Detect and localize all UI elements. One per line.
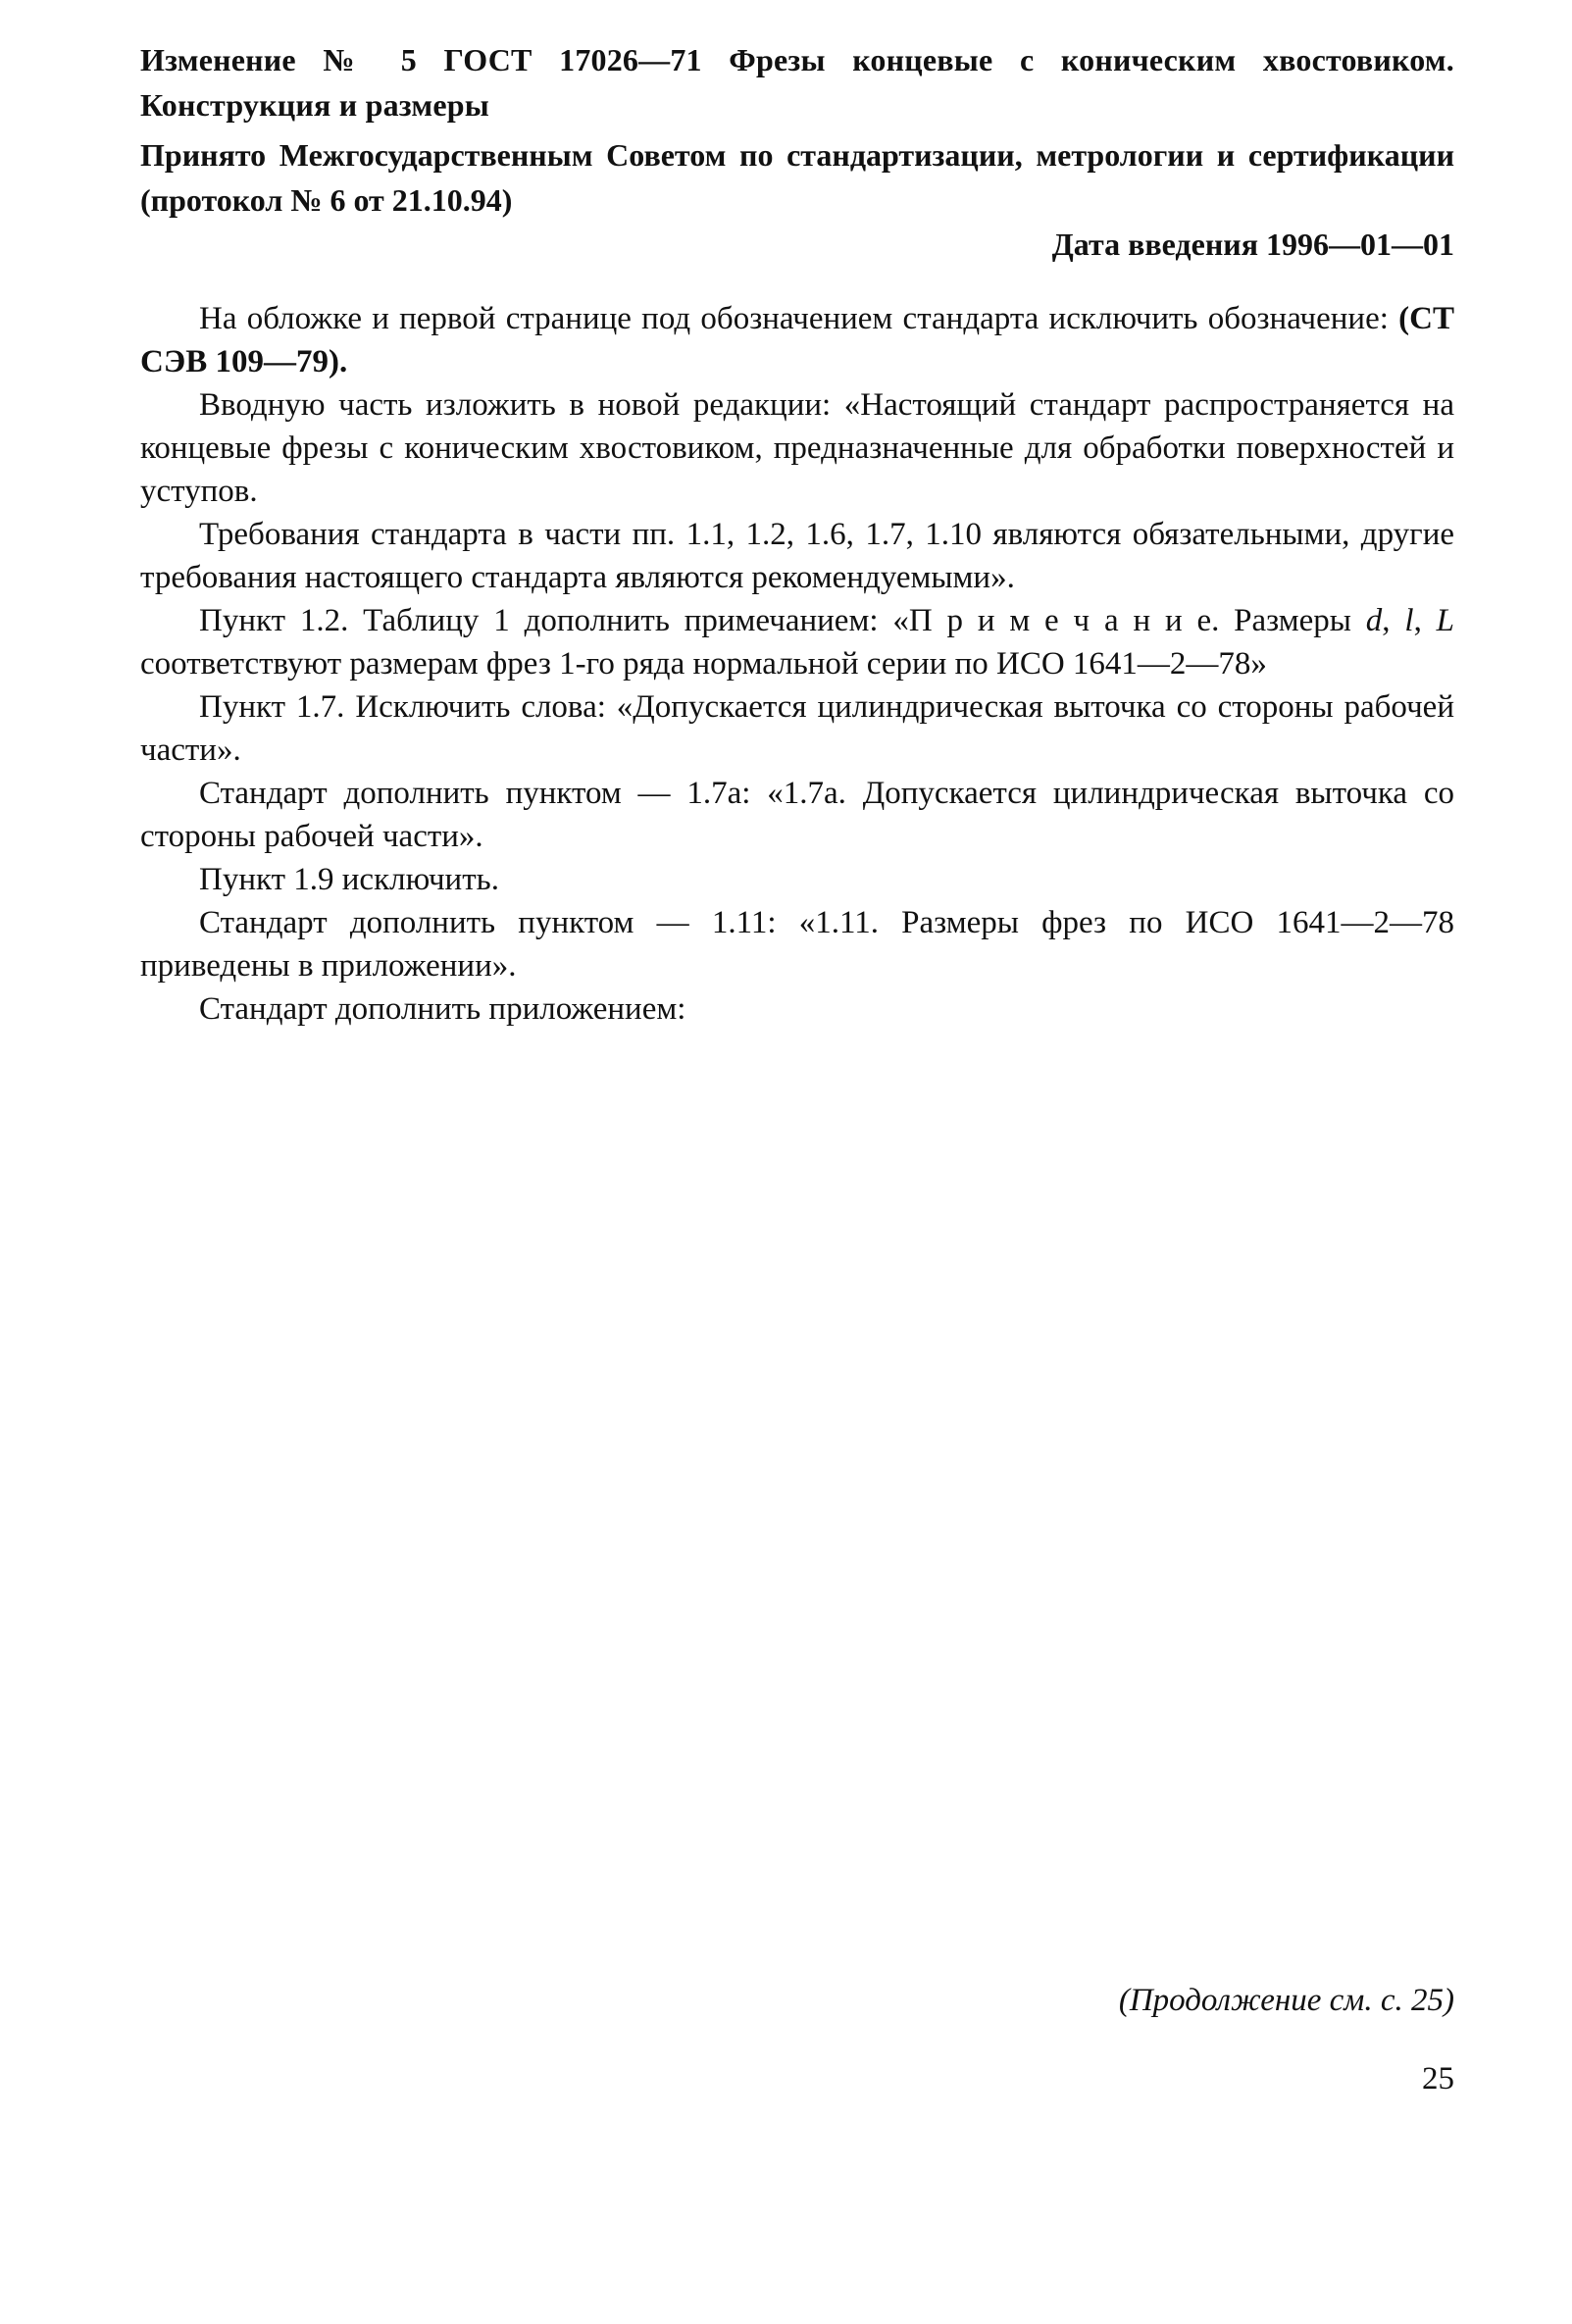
paragraph-text: Пункт 1.2. Таблицу 1 дополнить примечанием: «П р и м е ч а н и е. Размеры [199,603,1366,638]
symbol-l: l [1404,603,1414,638]
paragraph-clause-1-7a: Стандарт дополнить пунктом — 1.7а: «1.7а. Допускается цилиндрическая выточка со стороны рабочей части». [140,776,1454,854]
paragraph-appendix: Стандарт дополнить приложением: [199,991,686,1027]
paragraph-clause-1-7: Пункт 1.7. Исключить слова: «Допускается цилиндрическая выточка со стороны рабочей части». [140,689,1454,768]
symbol-L: L [1436,603,1455,638]
separator: , [1382,603,1405,638]
page-number: 25 [1422,2061,1454,2097]
paragraph-clause-1-11: Стандарт дополнить пунктом — 1.11: «1.11. Размеры фрез по ИСО 1641—2—78 приведены в приложении». [140,905,1454,984]
adoption-statement: Принято Межгосударственным Советом по стандартизации, метрологии и сертификации (протокол № 6 от 21.10.94) [140,137,1454,218]
separator: , [1413,603,1437,638]
paragraph-clause-1-2 [140,599,1454,685]
paragraph-cover-designation [140,297,1454,383]
effective-date: Дата введения 1996—01—01 [1051,227,1454,262]
paragraph-text: На обложке и первой странице под обозначением стандарта исключить обозначение: [199,301,1399,336]
document-page [140,37,1454,2293]
amendment-body [140,297,1454,1031]
paragraph-introduction: Вводную часть изложить в новой редакции: «Настоящий стандарт распространяется на концевые фрезы с коническим хвостовиком, предназначенные для обработки поверхностей и уступов. [140,387,1454,509]
continuation-note: (Продолжение см. с. 25) [1118,1983,1454,2018]
paragraph-clause-1-9: Пункт 1.9 исключить. [199,862,499,897]
cmea-standard-reference: (СТ СЭВ 109—79). [140,301,1454,379]
paragraph-text: соответствуют размерам фрез 1-го ряда нормальной серии по ИСО 1641—2—78» [140,646,1267,682]
symbol-d: d [1365,603,1383,638]
paragraph-requirements: Требования стандарта в части пп. 1.1, 1.2, 1.6, 1.7, 1.10 являются обязательными, другие требования настоящего стандарта являются рекомендуемыми». [140,517,1454,595]
amendment-title: Изменение № 5 ГОСТ 17026—71 Фрезы концевые с коническим хвостовиком. Конструкция и размеры [140,42,1454,123]
